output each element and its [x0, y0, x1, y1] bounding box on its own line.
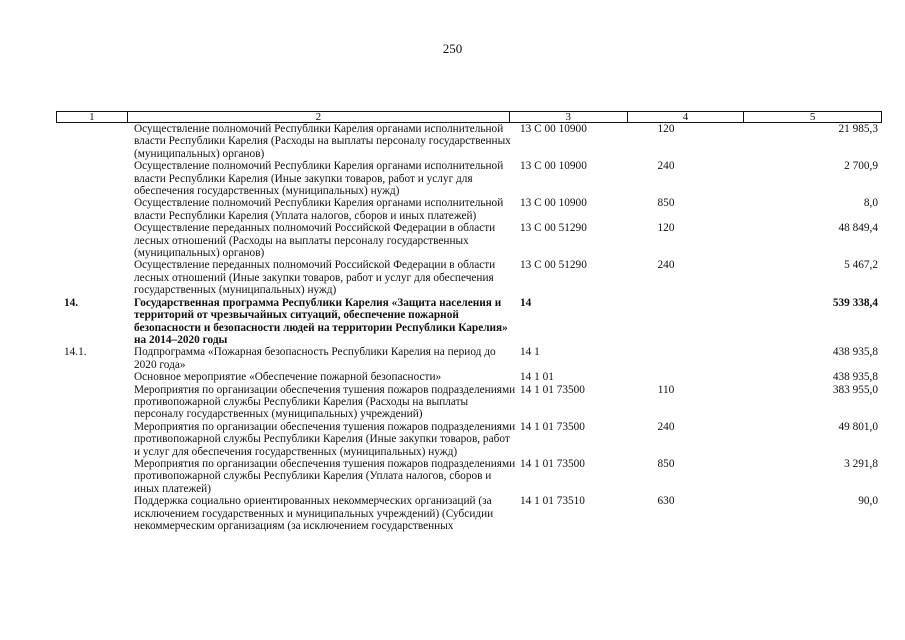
row-expense-type: 120 [657, 222, 675, 235]
row-target-article: 14 1 01 73510 [520, 495, 585, 508]
row-expense-type: 120 [657, 123, 675, 135]
row-target-article: 14 1 [520, 346, 540, 359]
row-code: 14. [64, 296, 79, 309]
table-row [56, 259, 882, 296]
row-target-article: 14 1 01 73500 [520, 383, 585, 396]
row-amount: 383 955,0 [832, 383, 878, 396]
header-col-4: 4 [628, 112, 745, 122]
row-name: Основное мероприятие «Обеспечение пожарной безопасности» [134, 371, 442, 384]
row-name: Осуществление полномочий Республики Карелия органами исполнительной власти Республики Карелия (Иные закупки товаров, работ и услуг для обеспечения государственных (муниципальных) нужд) [134, 160, 504, 198]
table-header [56, 111, 882, 123]
row-amount: 48 849,4 [838, 222, 878, 235]
row-amount: 2 700,9 [844, 160, 878, 173]
row-target-article: 14 [520, 296, 532, 309]
table-row [56, 458, 882, 495]
row-expense-type: 630 [657, 495, 675, 508]
row-name: Подпрограмма «Пожарная безопасность Республики Карелия на период до 2020 года» [134, 346, 496, 371]
row-expense-type: 240 [657, 160, 675, 173]
header-col-2: 2 [128, 112, 510, 122]
row-target-article: 13 С 00 51290 [520, 259, 587, 272]
table-row [56, 123, 882, 160]
row-amount: 438 935,8 [832, 371, 878, 384]
table-row [56, 421, 882, 458]
row-target-article: 14 1 01 73500 [520, 420, 585, 433]
row-name: Мероприятия по организации обеспечения тушения пожаров подразделениями противопожарной службы Республики Карелия (Иные закупки товаров, работ и услуг для обеспечения государственных (муниципальных) нужд) [134, 420, 516, 458]
table-row [56, 297, 882, 347]
row-name: Мероприятия по организации обеспечения тушения пожаров подразделениями противопожарной службы Республики Карелия (Уплата налогов, сборов и иных платежей) [134, 457, 516, 495]
row-expense-type: 110 [657, 383, 675, 396]
row-amount: 21 985,3 [838, 123, 878, 135]
row-target-article: 13 С 00 10900 [520, 160, 587, 173]
row-name: Мероприятия по организации обеспечения тушения пожаров подразделениями противопожарной службы Республики Карелия (Расходы на выплаты персоналу государственных (муниципальных) учреждений) [134, 383, 516, 421]
header-col-1: 1 [57, 112, 128, 122]
header-col-3: 3 [510, 112, 628, 122]
row-name: Осуществление полномочий Республики Карелия органами исполнительной власти Республики Карелия (Уплата налогов, сборов и иных платежей) [134, 197, 504, 222]
row-target-article: 13 С 00 10900 [520, 123, 587, 135]
row-expense-type: 240 [657, 259, 675, 272]
table-row [56, 197, 882, 222]
row-code: 14.1. [64, 346, 87, 359]
table-row [56, 222, 882, 259]
row-name: Осуществление полномочий Республики Карелия органами исполнительной власти Республики Карелия (Расходы на выплаты персоналу государственных (муниципальных) органов) [134, 123, 511, 160]
row-expense-type: 240 [657, 420, 675, 433]
row-amount: 90,0 [858, 495, 878, 508]
row-amount: 8,0 [863, 197, 878, 210]
header-col-5: 5 [809, 111, 816, 123]
row-name: Государственная программа Республики Карелия «Защита населения и территорий от чрезвычайных ситуаций, обеспечение пожарной безопасности и безопасности людей на территории Республики Карелия» на 2014–2020 годы [134, 296, 508, 346]
page-number: 250 [442, 41, 463, 56]
row-target-article: 13 С 00 10900 [520, 197, 587, 210]
row-amount: 3 291,8 [844, 457, 878, 470]
table-row [56, 495, 882, 532]
row-expense-type: 850 [657, 457, 675, 470]
row-target-article: 14 1 01 73500 [520, 457, 585, 470]
table-row [56, 346, 882, 371]
row-target-article: 13 С 00 51290 [520, 222, 587, 235]
row-amount: 539 338,4 [832, 296, 878, 309]
table-body [56, 123, 882, 532]
row-target-article: 14 1 01 [520, 371, 554, 384]
row-amount: 5 467,2 [844, 259, 878, 272]
row-name: Поддержка социально ориентированных некоммерческих организаций (за исключением государственных и муниципальных учреждений) (Субсидии некоммерческим организациям (за исключением государственных [134, 495, 494, 532]
row-name: Осуществление переданных полномочий Российской Федерации в области лесных отношений (Иные закупки товаров, работ и услуг для обеспечения государственных (муниципальных) нужд) [134, 259, 496, 297]
table-row [56, 384, 882, 421]
row-amount: 438 935,8 [832, 346, 878, 359]
row-name: Осуществление переданных полномочий Российской Федерации в области лесных отношений (Расходы на выплаты персоналу государственных (муниципальных) органов) [134, 222, 496, 260]
row-amount: 49 801,0 [838, 420, 878, 433]
table-row [56, 371, 882, 383]
row-expense-type: 850 [657, 197, 675, 210]
table-row [56, 160, 882, 197]
